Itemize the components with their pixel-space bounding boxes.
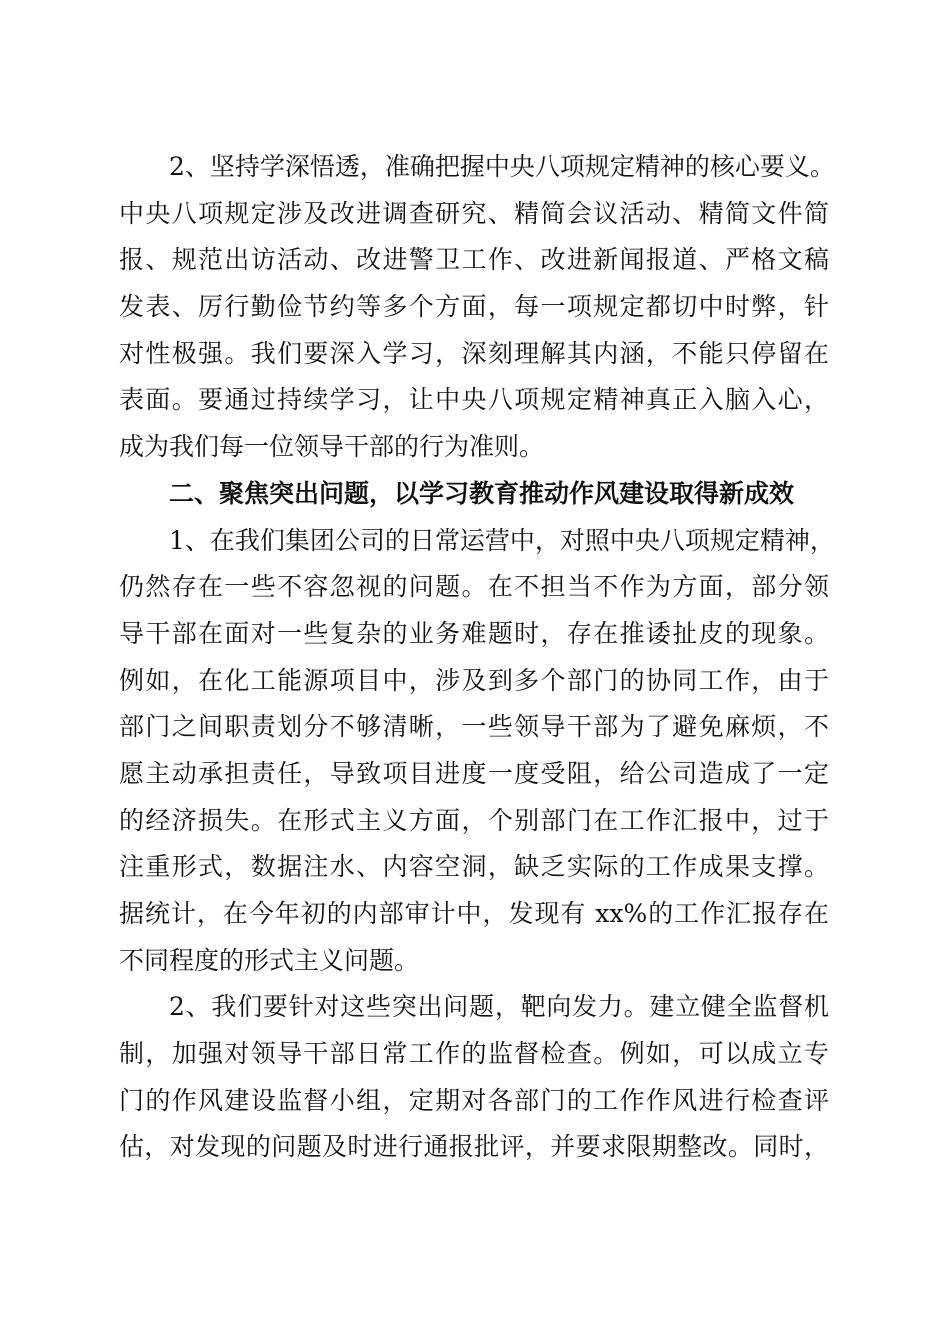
document-body [119,144,835,1171]
paragraph-2-line-3: 导干部在面对一些复杂的业务难题时，存在推诿扯皮的现象。 [119,618,829,648]
paragraph-1-line-1: 2、坚持学深悟透，准确把握中央八项规定精神的核心要义。 [169,152,835,181]
paragraph-1 [119,144,835,471]
paragraph-3-line-4: 估，对发现的问题及时进行通报批评，并要求限期整改。同时， [119,1132,829,1162]
paragraph-2-line-6: 愿主动承担责任，导致项目进度一度受阻，给公司造成了一定 [119,758,829,788]
paragraph-3-line-3: 门的作风建设监督小组，定期对各部门的工作作风进行检查评 [119,1085,829,1115]
paragraph-1-line-4: 发表、厉行勤俭节约等多个方面，每一项规定都切中时弊，针 [119,292,829,322]
paragraph-2-line-7: 的经济损失。在形式主义方面，个别部门在工作汇报中，过于 [119,805,829,835]
paragraph-2-line-8: 注重形式，数据注水、内容空洞，缺乏实际的工作成果支撑。 [119,852,829,882]
paragraph-2-line-9: 据统计，在今年初的内部审计中，发现有 xx%的工作汇报存在 [119,899,829,928]
paragraph-2-line-5: 部门之间职责划分不够清晰，一些领导干部为了避免麻烦，不 [119,712,829,742]
paragraph-2-line-10: 不同程度的形式主义问题。 [119,945,420,975]
section-heading-2: 二、聚焦突出问题，以学习教育推动作风建设取得新成效 [169,478,795,508]
paragraph-2 [119,518,835,985]
paragraph-3-line-1: 2、我们要针对这些突出问题，靶向发力。建立健全监督机 [169,992,829,1022]
paragraph-2-line-4: 例如，在化工能源项目中，涉及到多个部门的协同工作，由于 [119,665,829,695]
paragraph-3-line-2: 制，加强对领导干部日常工作的监督检查。例如，可以成立专 [119,1039,829,1069]
paragraph-3 [119,984,829,1171]
paragraph-1-line-3: 报、规范出访活动、改进警卫工作、改进新闻报道、严格文稿 [119,245,829,275]
paragraph-1-line-2: 中央八项规定涉及改进调查研究、精简会议活动、精简文件简 [119,198,829,228]
paragraph-1-line-7: 成为我们每一位领导干部的行为准则。 [119,432,545,462]
paragraph-2-line-2: 仍然存在一些不容忽视的问题。在不担当不作为方面，部分领 [119,572,829,602]
paragraph-1-line-6: 表面。要通过持续学习，让中央八项规定精神真正入脑入心， [119,385,829,415]
paragraph-1-line-5: 对性极强。我们要深入学习，深刻理解其内涵，不能只停留在 [119,338,829,368]
paragraph-2-line-1: 1、在我们集团公司的日常运营中，对照中央八项规定精神， [169,525,835,555]
